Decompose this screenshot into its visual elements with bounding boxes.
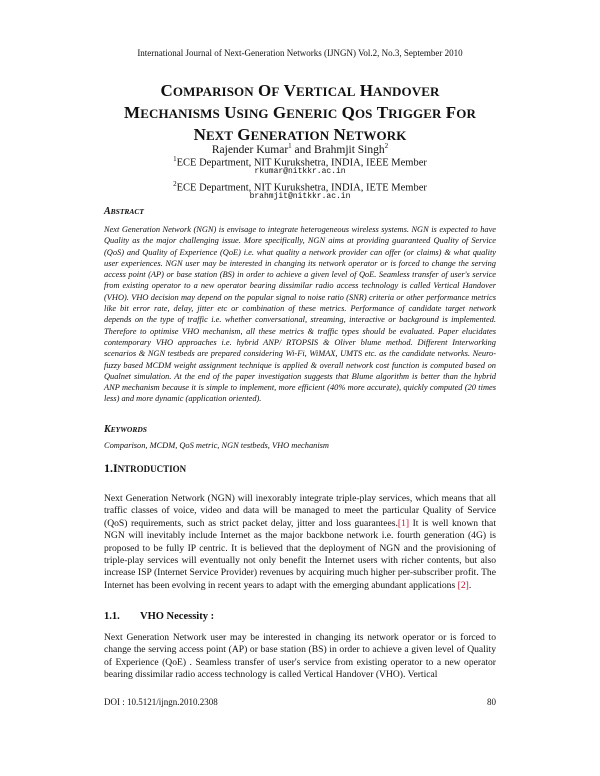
intro-text-part-1: Next Generation Network (NGN) will inexorably integrate triple-play services, which means that all traffic classes of voice, video and data will be managed to meet the particular Quality of Service (QoS) requirements, such as strict packet delay, jitter and loss guarantees. [104,493,496,529]
introduction-heading [104,461,186,476]
introduction-number: 1. [104,461,113,475]
citation-link-2[interactable]: [2] [457,579,469,591]
intro-text-part-2: It is well known that NGN will inevitably include Internet as the major backbone network i.e. fourth generation (4G) is proposed to be fully IP centric. It is believed that the deployment of NGN and the provisioning of triple-play services will eventually not only benefit the Internet users with richer contents, but also increase ISP (Internet Service Provider) revenues by acquiring much higher per-subscriber profit. The Internet has been evolving in recent years to adapt with the emerging abundant applications [104,517,496,591]
author-connector: and [291,143,315,156]
subsection-title: VHO Necessity : [140,611,215,622]
author-1-sup: 1 [288,142,292,150]
subsection-number: 1.1. [104,611,120,622]
author-2-sup: 2 [384,142,389,150]
email-1[interactable]: rkumar@nitkkr.ac.in [254,167,346,176]
keywords-heading: KEYWORDS [104,424,147,435]
introduction-title: INTRODUCTION [113,461,187,475]
title-line-3: NEXT GENERATION NETWORK [193,125,407,144]
title-line-1: COMPARISON OF VERTICAL HANDOVER [160,81,440,100]
journal-header: International Journal of Next-Generation Networks (IJNGN) Vol.2, No.3, September 2010 [137,48,463,58]
intro-text-part-3: . [468,579,472,591]
email-2[interactable]: brahmjit@nitkkr.ac.in [249,192,351,201]
affiliation-1-text: ECE Department, NIT Kurukshetra, INDIA, IEEE Member [176,157,427,169]
keywords-text: Comparison, MCDM, QoS metric, NGN testbeds, VHO mechanism [104,441,329,450]
citation-link-1[interactable]: [1] [397,517,410,529]
affiliation-2-text: ECE Department, NIT Kurukshetra, INDIA, IETE Member [176,182,427,194]
introduction-paragraph [104,493,496,592]
page-number: 80 [487,697,496,707]
author-1: Rajender Kumar [211,143,289,156]
author-2: Brahmjit Singh [314,143,385,156]
title-line-2: MECHANISMS USING GENERIC QOS TRIGGER FOR [124,103,476,122]
subsection-paragraph: Next Generation Network user may be interested in changing its network operator or is forced to change the serving access point (AP) or base station (BS) in order to achieve a given level of Quality of Experience (QoE) . Seamless transfer of user's service from existing operator to a new operator bearing dissimilar radio access technology is called Vertical Handover (VHO). Vertical [104,632,496,681]
affiliation-2-sup: 2 [173,180,177,188]
subsection-heading [104,611,214,622]
abstract-heading: ABSTRACT [104,206,145,217]
paper-title [60,80,540,146]
abstract-text: Next Generation Network (NGN) is envisage to integrate heterogeneous wireless systems. NGN is expected to have Quality as the major challenging issue. More specifically, NGN aims at providing guaranteed Quality of Service (QoS) and Quality of Experience (QoE) i.e. what quality a network provider can offer (or claims) & what quality user experiences. NGN user may be interested in changing its network operator or is forced to change the serving access point (AP) or base station (BS) in order to achieve a given level of QoE. Seamless transfer of user's service from existing operator to a new operator bearing dissimilar radio access technology is called Vertical Handover (VHO). VHO decision may depend on the popular signal to noise ratio (SNR) criteria or other performance metrics like bit error rate, delay, jitter etc or combination of these metrics. Performance of candidate target network depends on the type of traffic i.e. whether conversational, streaming, interactive or background is implemented. Therefore to optimise VHO mechanism, all these metrics & traffic types should be evaluated. Paper elucidates contemporary VHO approaches i.e. hybrid ANP/ RTOPSIS & Oliver blume method. Different Interworking scenarios & NGN testbeds are prepared considering Wi-Fi, WiMAX, UMTS etc. as the candidate networks. Neuro-fuzzy based MCDM weight assignment technique is applied & overall network cost function is computed based on Qualnet simulation. At the end of the paper investigation suggests that Blume algorithm is better than the hybrid ANP mechanism because it is simple to implement, more efficient (40% more accurate), quickly computed (20 times less) and more dynamic (application oriented). [104,225,496,404]
footer-doi: DOI : 10.5121/ijngn.2010.2308 [104,697,218,707]
affiliation-1-sup: 1 [173,155,177,163]
